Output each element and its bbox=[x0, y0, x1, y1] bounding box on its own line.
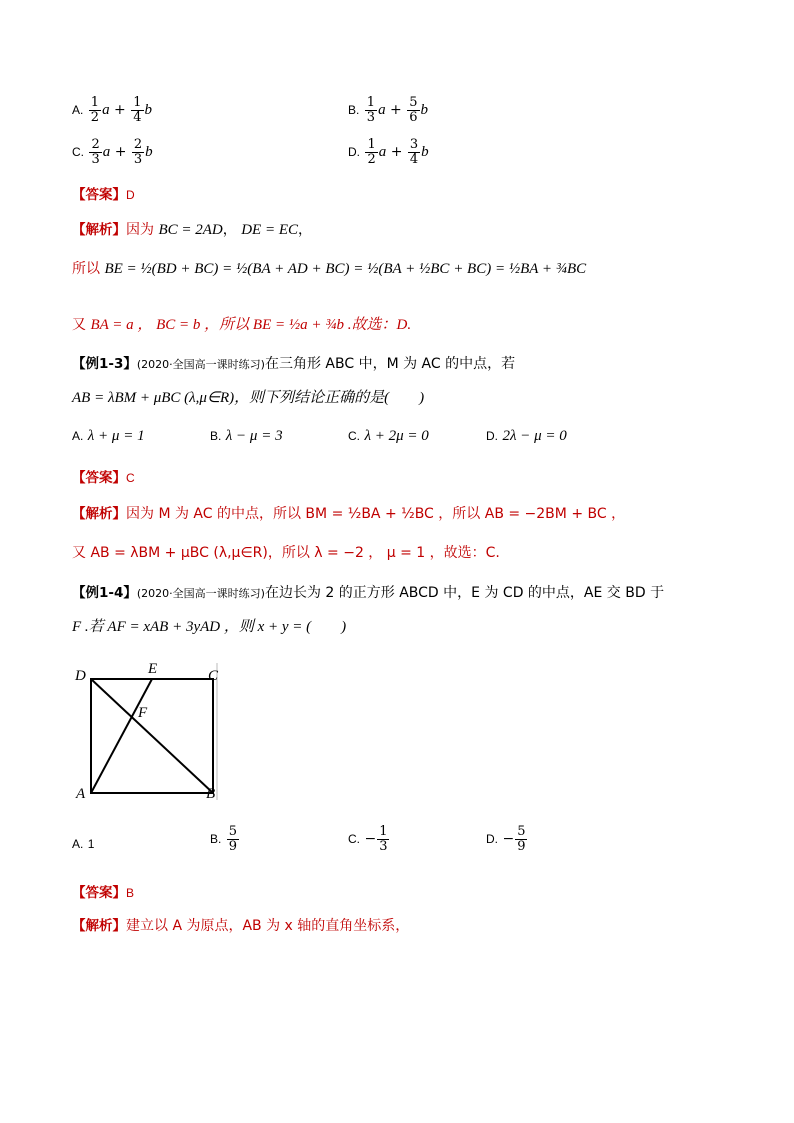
q4-stem-line2 bbox=[72, 615, 346, 636]
answer-value: C bbox=[126, 471, 135, 485]
q3-analysis-line2 bbox=[72, 542, 500, 562]
analysis-tag: 【解析】 bbox=[72, 222, 126, 238]
answer-tag: 【答案】 bbox=[72, 470, 126, 486]
option-label: B. bbox=[348, 103, 360, 118]
sign: − bbox=[364, 831, 377, 848]
option-expr: λ + μ = 1 bbox=[87, 428, 145, 444]
answer-tag: 【答案】 bbox=[72, 187, 126, 203]
option-label: D. bbox=[486, 429, 498, 443]
operator: + bbox=[390, 144, 403, 161]
option-b bbox=[348, 96, 428, 124]
answer-value: D bbox=[126, 188, 135, 202]
label-b: B bbox=[206, 786, 216, 802]
fraction: $\frac{5}{6}$ bbox=[409, 95, 418, 125]
stem-text: 在三角形 ABC 中，M 为 AC 的中点，若 bbox=[264, 356, 516, 372]
option-value: 1 bbox=[87, 837, 95, 851]
vector-b: b bbox=[144, 102, 152, 119]
analysis-text: 建立以 A 为原点，AB 为 x 轴的直角坐标系， bbox=[126, 918, 410, 934]
fraction: $\frac{2}{3}$ bbox=[91, 137, 100, 167]
equation: DE = EC bbox=[241, 222, 298, 238]
option-label: C. bbox=[72, 145, 84, 160]
analysis-tag: 【解析】 bbox=[72, 506, 126, 522]
equation: BC = 2AD bbox=[158, 222, 223, 238]
separator: ， bbox=[222, 222, 237, 238]
option-d bbox=[348, 138, 429, 166]
analysis-text: 又 AB = λBM + μBC (λ,μ∈R)，所以 λ = −2 ， μ = 1 ，故选：C. bbox=[72, 545, 500, 561]
fraction: $\frac{1}{2}$ bbox=[367, 137, 376, 167]
stem-text: AB = λBM + μBC (λ,μ∈R)，则下列结论正确的是( ) bbox=[72, 390, 425, 406]
answer-value: B bbox=[126, 886, 135, 900]
segment-ae bbox=[91, 679, 152, 793]
label-d: D bbox=[75, 668, 86, 684]
q4-option-a bbox=[72, 836, 94, 852]
option-label: B. bbox=[210, 832, 222, 847]
fraction: $\frac{1}{3}$ bbox=[366, 95, 376, 125]
vector-a: a bbox=[102, 102, 110, 119]
option-label: A. bbox=[72, 103, 84, 118]
q4-option-d bbox=[486, 825, 528, 853]
vector-b: b bbox=[421, 144, 429, 161]
option-label: C. bbox=[348, 832, 360, 847]
separator: ， bbox=[298, 222, 312, 238]
fraction: $\frac{5}{9}$ bbox=[517, 824, 526, 854]
q3-stem-line1 bbox=[72, 352, 515, 373]
vector-equation: BE = ½(BD + BC) = ½(BA + AD + BC) = ½(BA + ½BC + BC) = ½BA + ¾BC bbox=[104, 261, 587, 277]
label-e: E bbox=[148, 661, 158, 677]
example-tag: 【例1-4】 bbox=[72, 585, 137, 601]
analysis-text: 因为 M 为 AC 的中点，所以 BM = ½BA + ½BC ，所以 AB = −2BM + BC ， bbox=[126, 506, 626, 522]
q3-option-b bbox=[210, 428, 283, 445]
analysis-text: 所以 bbox=[72, 261, 100, 277]
option-c bbox=[72, 138, 153, 166]
analysis-text: 又 bbox=[72, 317, 86, 333]
label-c: C bbox=[208, 668, 219, 684]
fraction: $\frac{3}{4}$ bbox=[409, 137, 419, 167]
q2-analysis-line2 bbox=[72, 258, 586, 278]
q4-option-c bbox=[348, 825, 390, 853]
option-expr: 2λ − μ = 0 bbox=[502, 428, 567, 444]
option-label: A. bbox=[72, 837, 84, 851]
vector-a: a bbox=[102, 144, 111, 161]
option-label: D. bbox=[348, 145, 360, 160]
sign: − bbox=[502, 831, 515, 848]
square-figure bbox=[72, 655, 232, 805]
label-a: A bbox=[76, 786, 86, 802]
label-f: F bbox=[138, 705, 148, 721]
vector-a: a bbox=[378, 144, 387, 161]
fraction: $\frac{5}{9}$ bbox=[228, 824, 238, 854]
segment-bd bbox=[91, 679, 213, 793]
stem-text: 在边长为 2 的正方形 ABCD 中，E 为 CD 的中点，AE 交 BD 于 bbox=[264, 585, 665, 601]
source: (2020·全国高一课时练习) bbox=[136, 587, 265, 600]
option-label: A. bbox=[72, 429, 84, 443]
option-expr: λ + 2μ = 0 bbox=[364, 428, 429, 444]
analysis-tag: 【解析】 bbox=[72, 918, 126, 934]
vector-b: b bbox=[145, 144, 153, 161]
q3-option-d bbox=[486, 428, 567, 445]
q4-analysis-line1 bbox=[72, 914, 409, 935]
option-expr: λ − μ = 3 bbox=[225, 428, 283, 444]
q2-answer bbox=[72, 183, 135, 203]
answer-tag: 【答案】 bbox=[72, 885, 126, 901]
q3-analysis-line1 bbox=[72, 502, 625, 523]
source: (2020·全国高一课时练习) bbox=[136, 358, 265, 371]
operator: + bbox=[114, 144, 127, 161]
option-label: B. bbox=[210, 429, 222, 443]
fraction: $\frac{1}{2}$ bbox=[90, 95, 100, 125]
operator: + bbox=[390, 102, 402, 119]
vector-a: a bbox=[378, 102, 386, 119]
stem-text: F .若 AF = xAB + 3yAD ，则 x + y = ( ) bbox=[72, 619, 347, 635]
vector-b: b bbox=[420, 102, 428, 119]
fraction: $\frac{1}{4}$ bbox=[133, 95, 142, 125]
analysis-text: 因为 bbox=[126, 222, 154, 238]
q3-answer bbox=[72, 466, 135, 486]
fraction: $\frac{2}{3}$ bbox=[133, 137, 143, 167]
q3-option-a bbox=[72, 428, 145, 445]
q4-answer bbox=[72, 881, 134, 901]
q4-stem-line1 bbox=[72, 581, 664, 602]
vector-equation: BA = a ， BC = b ，所以 BE = ½a + ¾b .故选：D. bbox=[90, 317, 412, 333]
option-a bbox=[72, 96, 152, 124]
example-tag: 【例1-3】 bbox=[72, 356, 137, 372]
option-label: D. bbox=[486, 832, 498, 847]
operator: + bbox=[114, 102, 126, 119]
q3-option-c bbox=[348, 428, 429, 445]
option-label: C. bbox=[348, 429, 360, 443]
q3-stem-line2 bbox=[72, 386, 424, 407]
fraction: $\frac{1}{3}$ bbox=[379, 824, 388, 854]
q4-option-b bbox=[210, 825, 240, 853]
q2-analysis-line1 bbox=[72, 218, 312, 239]
q2-analysis-line3 bbox=[72, 313, 411, 334]
